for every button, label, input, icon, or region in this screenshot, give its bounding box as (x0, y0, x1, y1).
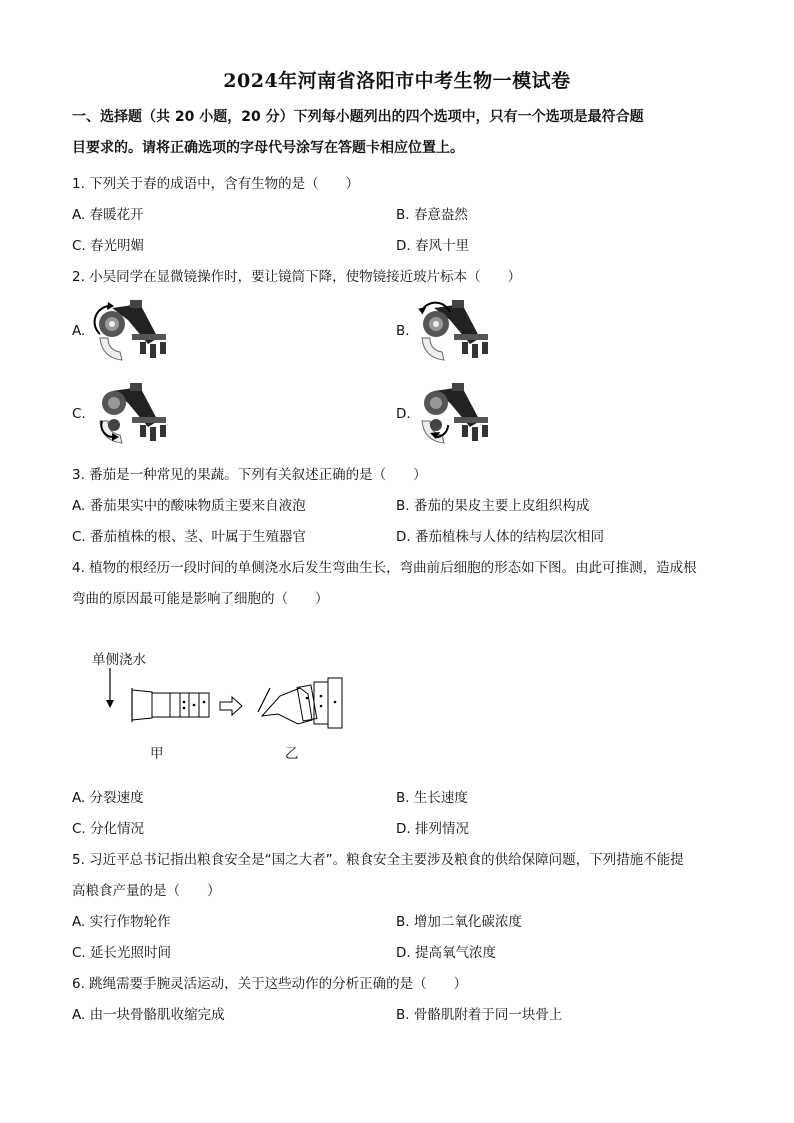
microscope-figure-d (414, 381, 494, 447)
q2-option-a-label: A. (72, 323, 86, 339)
figure-label-watering: 单侧浇水 (92, 652, 146, 668)
microscope-figure-c (92, 381, 172, 447)
exam-title: 2024年河南省洛阳市中考生物一模试卷 (223, 70, 571, 92)
q5-option-c: C. 延长光照时间 (72, 945, 172, 961)
q2-stem: 2. 小吴同学在显微镜操作时，要让镜筒下降，使物镜接近玻片标本（ ） (72, 269, 522, 285)
microscope-figure-a (92, 298, 172, 364)
q3-option-c: C. 番茄植株的根、茎、叶属于生殖器官 (72, 529, 307, 545)
q1-option-b: B. 春意盎然 (396, 207, 468, 223)
q1-option-c: C. 春光明媚 (72, 238, 145, 254)
q4-option-d: D. 排列情况 (396, 821, 469, 837)
q1-option-d: D. 春风十里 (396, 238, 469, 254)
figure-label-jia: 甲 (150, 746, 164, 762)
q5-option-a: A. 实行作物轮作 (72, 914, 171, 930)
q2-option-c-label: C. (72, 406, 86, 422)
q3-option-b: B. 番茄的果皮主要上皮组织构成 (396, 498, 590, 514)
section-line-2: 目要求的。请将正确选项的字母代号涂写在答题卡相应位置上。 (72, 140, 464, 156)
q3-stem: 3. 番茄是一种常见的果蔬。下列有关叙述正确的是（ ） (72, 467, 427, 483)
q4-option-b: B. 生长速度 (396, 790, 468, 806)
q2-option-b-label: B. (396, 323, 410, 339)
q5-option-b: B. 增加二氧化碳浓度 (396, 914, 522, 930)
q6-option-b: B. 骨骼肌附着于同一块骨上 (396, 1007, 563, 1023)
q4-option-a: A. 分裂速度 (72, 790, 144, 806)
q1-stem: 1. 下列关于春的成语中，含有生物的是（ ） (72, 176, 360, 192)
q5-stem-line-2: 高粮食产量的是（ ） (72, 883, 221, 899)
section-line-1: 一、选择题（共 20 小题，20 分）下列每小题列出的四个选项中，只有一个选项是最符合题 (72, 109, 644, 125)
q3-option-a: A. 番茄果实中的酸味物质主要来自液泡 (72, 498, 306, 514)
q4-option-c: C. 分化情况 (72, 821, 145, 837)
section-instructions (72, 102, 722, 164)
figure-label-yi: 乙 (285, 746, 299, 762)
q4-stem-line-2: 弯曲的原因最可能是影响了细胞的（ ） (72, 591, 329, 607)
q5-option-d: D. 提高氧气浓度 (396, 945, 496, 961)
q6-option-a: A. 由一块骨骼肌收缩完成 (72, 1007, 225, 1023)
q2-option-d-label: D. (396, 406, 411, 422)
q5-stem-line-1: 5. 习近平总书记指出粮食安全是“国之大者”。粮食安全主要涉及粮食的供给保障问题，下列措施不能提 (72, 852, 684, 868)
q6-stem: 6. 跳绳需要手腕灵活运动，关于这些动作的分析正确的是（ ） (72, 976, 468, 992)
q1-option-a: A. 春暖花开 (72, 207, 144, 223)
q3-option-d: D. 番茄植株与人体的结构层次相同 (396, 529, 604, 545)
microscope-figure-b (414, 298, 494, 364)
q4-stem-line-1: 4. 植物的根经历一段时间的单侧浇水后发生弯曲生长，弯曲前后细胞的形态如下图。由此可推测，造成根 (72, 560, 697, 576)
root-cell-figure (100, 666, 360, 732)
